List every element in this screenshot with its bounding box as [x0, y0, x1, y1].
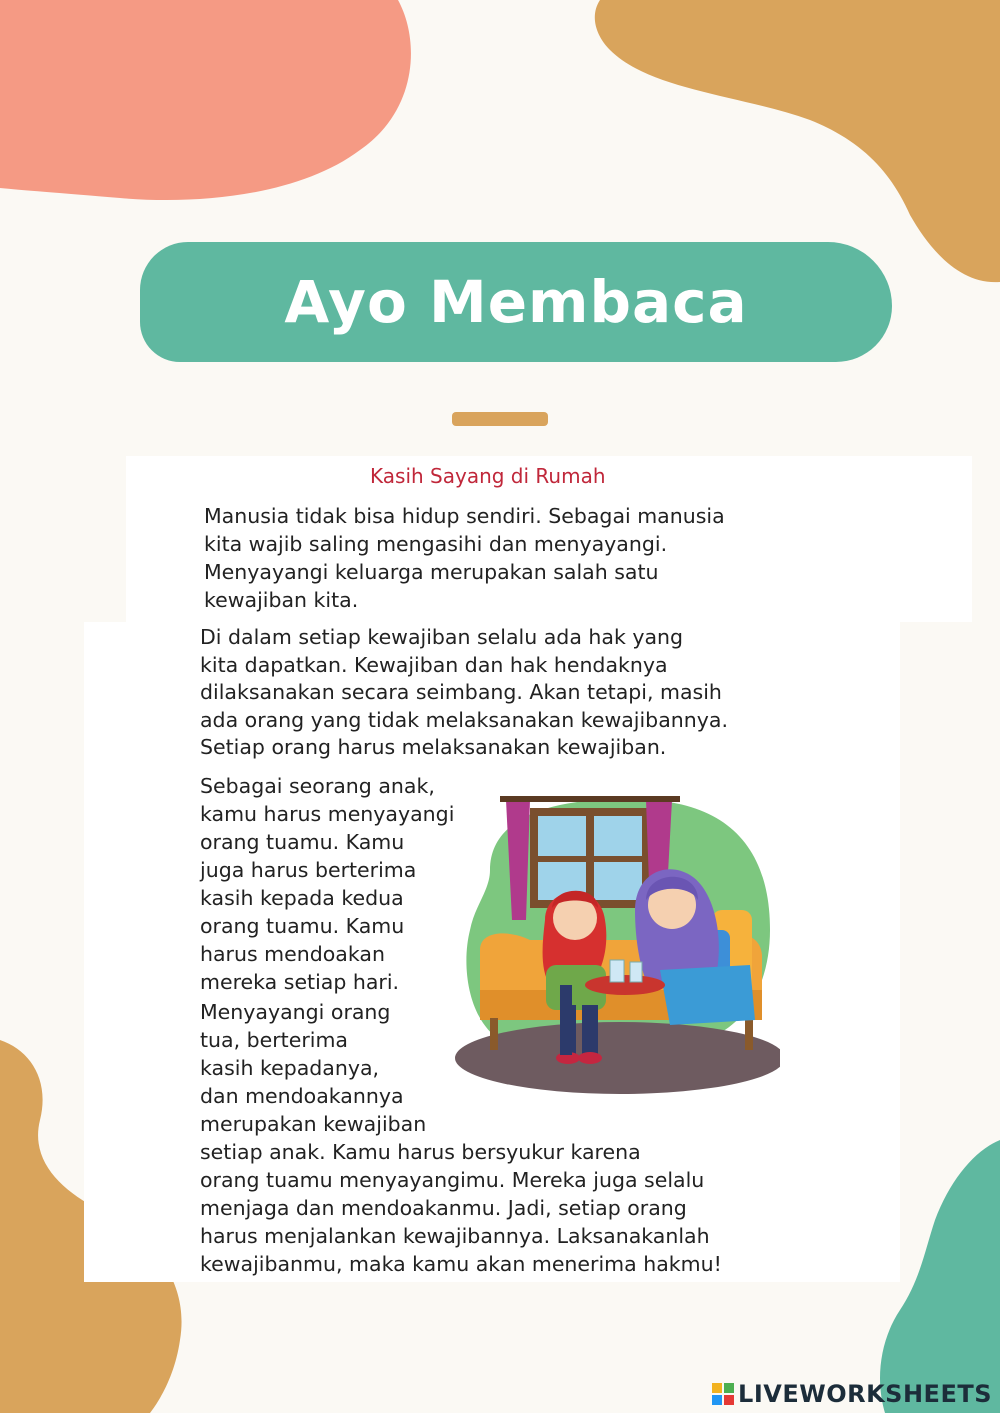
paragraph-3: Sebagai seorang anak, kamu harus menyayangi orang tuamu. Kamu juga harus berterima kasih kepada kedua orang tuamu. Kamu harus mendoakan mereka setiap hari.	[200, 774, 455, 994]
liveworksheets-brand	[712, 1380, 992, 1408]
paragraph-1: Manusia tidak bisa hidup sendiri. Sebagai manusia kita wajib saling mengasihi dan menyayangi. Menyayangi keluarga merupakan salah satu kewajiban kita.	[204, 504, 725, 612]
paragraph-2: Di dalam setiap kewajiban selalu ada hak yang kita dapatkan. Kewajiban dan hak hendaknya dilaksanakan secara seimbang. Akan tetapi, masih ada orang yang tidak melaksanakan kewajibannya. Setiap orang harus melaksanakan kewajiban.	[200, 625, 728, 759]
title-banner	[140, 242, 892, 362]
liveworksheets-logo-icon	[712, 1383, 734, 1405]
page-title: Ayo Membaca	[284, 268, 748, 336]
brand-text: LIVEWORKSHEETS	[738, 1380, 992, 1408]
mother-daughter-illustration	[450, 790, 780, 1100]
divider-dash	[452, 412, 548, 426]
paragraph-4: Menyayangi orang tua, berterima kasih kepadanya, dan mendoakannya merupakan kewajiban setiap anak. Kamu harus bersyukur karena orang tuamu menyayangimu. Mereka juga selalu menjaga dan mendoakanmu. Jadi, setiap orang harus menjalankan kewajibannya. Laksanakanlah kewajibanmu, maka kamu akan menerima hakmu!	[200, 1000, 722, 1276]
story-title: Kasih Sayang di Rumah	[370, 464, 606, 488]
coral-blob-decoration	[0, 0, 420, 210]
